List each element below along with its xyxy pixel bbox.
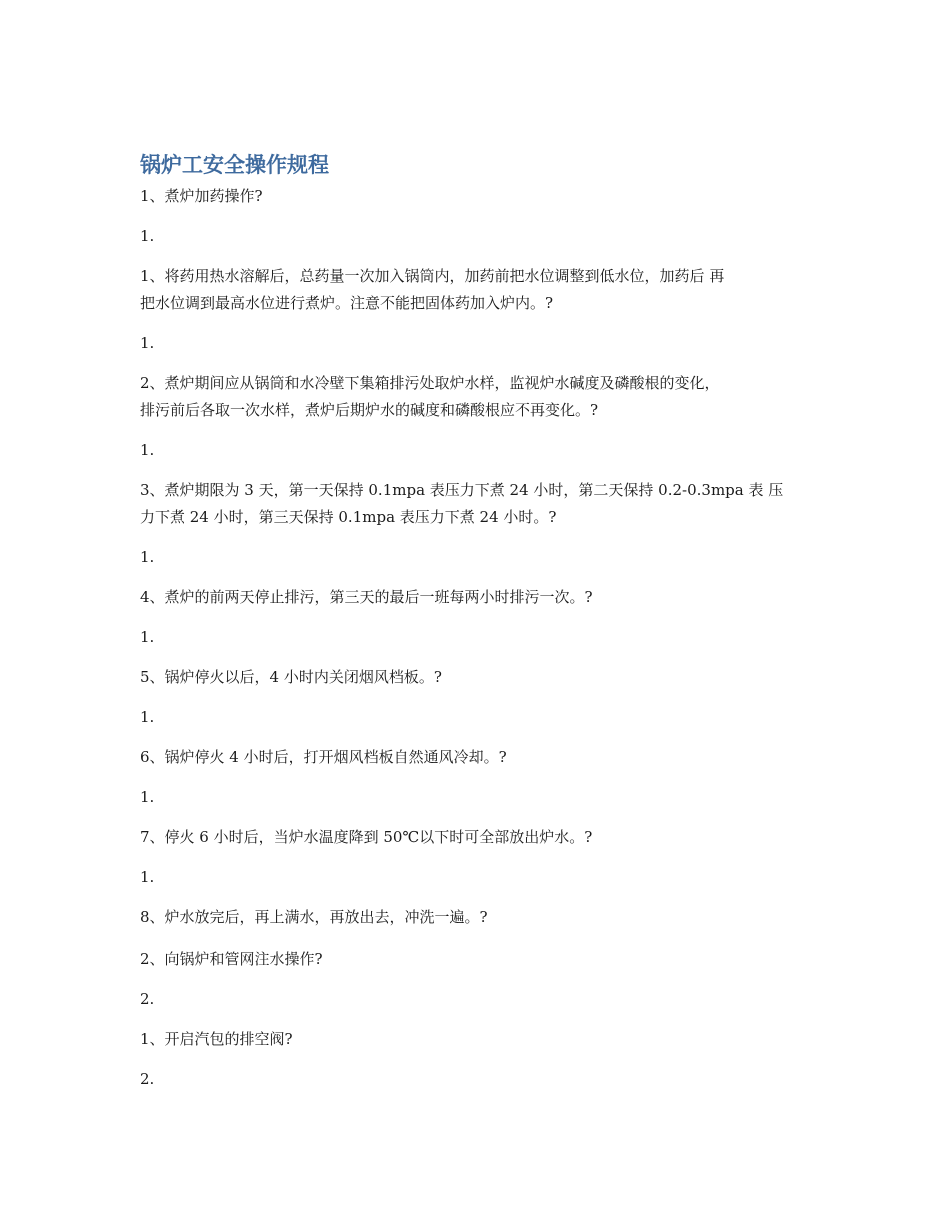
paragraph-line: 4、煮炉的前两天停止排污，第三天的最后一班每两小时排污一次。? (140, 588, 593, 606)
paragraph-line: 2、向锅炉和管网注水操作? (140, 950, 323, 968)
paragraph (140, 1066, 812, 1093)
paragraph (140, 864, 812, 891)
paragraph (140, 263, 812, 317)
paragraph (140, 946, 812, 973)
paragraph (140, 624, 812, 651)
paragraph-line: 1. (140, 788, 155, 806)
paragraph (140, 437, 812, 464)
paragraph (140, 544, 812, 571)
paragraph (140, 784, 812, 811)
document-title: 锅炉工安全操作规程 (140, 153, 329, 177)
paragraph-line: 5、锅炉停火以后，4 小时内关闭烟风档板。? (140, 668, 442, 686)
paragraph-line: 6、锅炉停火 4 小时后，打开烟风档板自然通风冷却。? (140, 748, 507, 766)
paragraph (140, 704, 812, 731)
paragraph-line: 2. (140, 1070, 155, 1088)
paragraph-line: 1. (140, 441, 155, 459)
paragraph (140, 584, 812, 611)
paragraph-line: 1、开启汽包的排空阀? (140, 1030, 293, 1048)
paragraph-line: 排污前后各取一次水样，煮炉后期炉水的碱度和磷酸根应不再变化。? (140, 401, 599, 419)
paragraph-line: 3、煮炉期限为 3 天，第一天保持 0.1mpa 表压力下煮 24 小时，第二天保持 0.2-0.3mpa 表 压 (140, 481, 784, 499)
paragraph-line: 1. (140, 334, 155, 352)
paragraph-line: 1、将药用热水溶解后，总药量一次加入锅筒内，加药前把水位调整到低水位，加药后 再 (140, 267, 725, 285)
paragraph (140, 904, 812, 931)
paragraph-line: 1. (140, 227, 155, 245)
paragraph-line: 把水位调到最高水位进行煮炉。注意不能把固体药加入炉内。? (140, 294, 554, 312)
paragraph-line: 2. (140, 990, 155, 1008)
paragraph-line: 1. (140, 868, 155, 886)
paragraph-list (140, 183, 812, 1093)
paragraph (140, 223, 812, 250)
paragraph (140, 986, 812, 1013)
paragraph-line: 7、停火 6 小时后，当炉水温度降到 50℃以下时可全部放出炉水。? (140, 828, 593, 846)
paragraph-line: 1、煮炉加药操作? (140, 187, 263, 205)
paragraph-line: 1. (140, 628, 155, 646)
document-content (140, 150, 812, 1093)
paragraph-line: 1. (140, 708, 155, 726)
paragraph-line: 2、煮炉期间应从锅筒和水冷壁下集箱排污处取炉水样，监视炉水碱度及磷酸根的变化， (140, 374, 720, 392)
paragraph (140, 477, 812, 531)
paragraph (140, 330, 812, 357)
paragraph (140, 664, 812, 691)
paragraph-line: 1. (140, 548, 155, 566)
paragraph-line: 力下煮 24 小时，第三天保持 0.1mpa 表压力下煮 24 小时。? (140, 508, 557, 526)
paragraph (140, 824, 812, 851)
paragraph (140, 1026, 812, 1053)
paragraph (140, 370, 812, 424)
paragraph (140, 744, 812, 771)
paragraph-line: 8、炉水放完后，再上满水，再放出去，冲洗一遍。? (140, 908, 488, 926)
paragraph (140, 183, 812, 210)
